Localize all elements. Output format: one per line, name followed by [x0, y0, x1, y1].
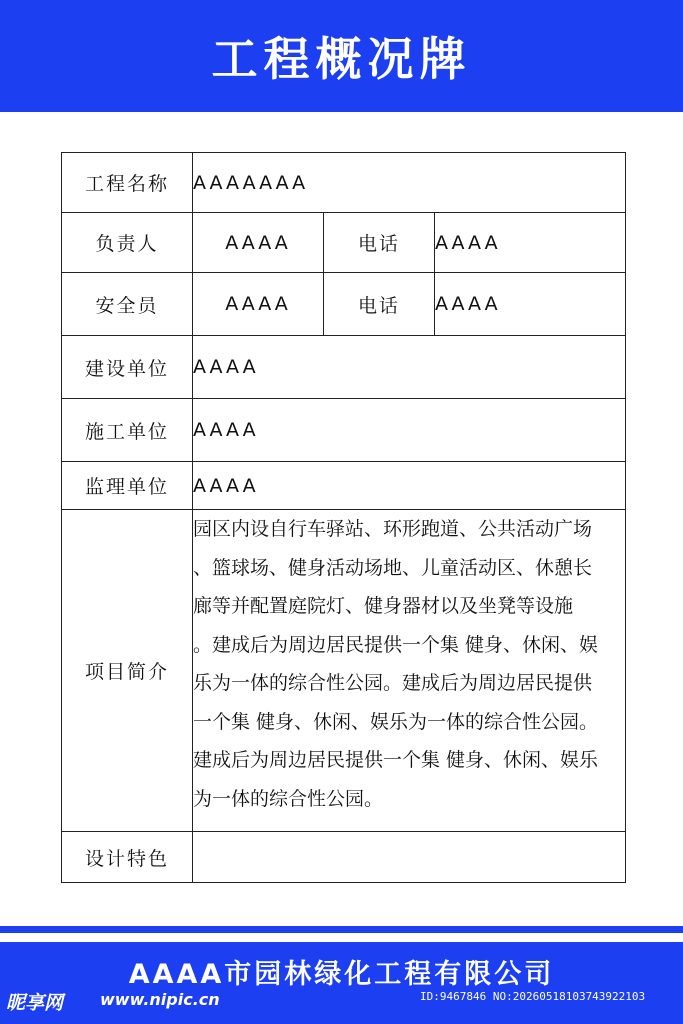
row-project-intro: [62, 510, 626, 832]
project-name-label: 工程名称: [62, 153, 193, 213]
footer-banner: [0, 942, 683, 1024]
project-intro-text: [193, 510, 626, 832]
builder-unit-label: 施工单位: [62, 399, 193, 462]
intro-line: 一个集 健身、休闲、娱乐为一体的综合性公园。: [193, 710, 599, 733]
watermark-id: ID:9467846 NO:20260518103743922103: [420, 990, 646, 1003]
safety-officer-phone-label: 电话: [324, 273, 435, 336]
row-builder-unit: [62, 399, 626, 462]
manager-phone-value: AAAA: [435, 213, 626, 273]
intro-line: 建成后为周边居民提供一个集 健身、休闲、娱乐: [193, 749, 599, 771]
row-safety-officer: [62, 273, 626, 336]
construction-unit-label: 建设单位: [62, 336, 193, 399]
project-info-table: [61, 152, 626, 883]
row-construction-unit: [62, 336, 626, 399]
intro-line: 乐为一体的综合性公园。建成后为周边居民提供: [193, 672, 593, 694]
intro-line: 为一体的综合性公园。: [193, 787, 384, 810]
manager-phone-label: 电话: [324, 213, 435, 273]
supervision-unit-label: 监理单位: [62, 462, 193, 510]
construction-unit-value: AAAA: [193, 336, 626, 399]
footer-divider-stripe: [0, 926, 683, 933]
project-name-value: AAAAAAA: [193, 153, 626, 213]
intro-line: 廊等并配置庭院灯、健身器材以及坐凳等设施: [193, 595, 574, 617]
intro-line: 园区内设自行车驿站、环形跑道、公共活动广场: [193, 518, 593, 540]
company-name: AAAA市园林绿化工程有限公司: [128, 959, 555, 990]
manager-label: 负责人: [62, 213, 193, 273]
watermark-logo: 昵享网: [6, 992, 64, 1014]
safety-officer-label: 安全员: [62, 273, 193, 336]
design-features-value: [193, 832, 626, 883]
safety-officer-value: AAAA: [193, 273, 324, 336]
intro-line: 、篮球场、健身活动场地、儿童活动区、休憩长: [193, 556, 593, 579]
supervision-unit-value: AAAA: [193, 462, 626, 510]
design-features-label: 设计特色: [62, 832, 193, 883]
page-title: 工程概况牌: [211, 32, 472, 86]
header-banner: [0, 0, 683, 112]
row-design-features: [62, 832, 626, 883]
intro-line: 。建成后为周边居民提供一个集 健身、休闲、娱: [193, 633, 599, 656]
safety-officer-phone-value: AAAA: [435, 273, 626, 336]
manager-value: AAAA: [193, 213, 324, 273]
project-intro-label: 项目简介: [62, 510, 193, 832]
watermark-site: www.nipic.cn: [100, 990, 220, 1009]
row-project-name: [62, 153, 626, 213]
row-supervision-unit: [62, 462, 626, 510]
row-manager: [62, 213, 626, 273]
builder-unit-value: AAAA: [193, 399, 626, 462]
